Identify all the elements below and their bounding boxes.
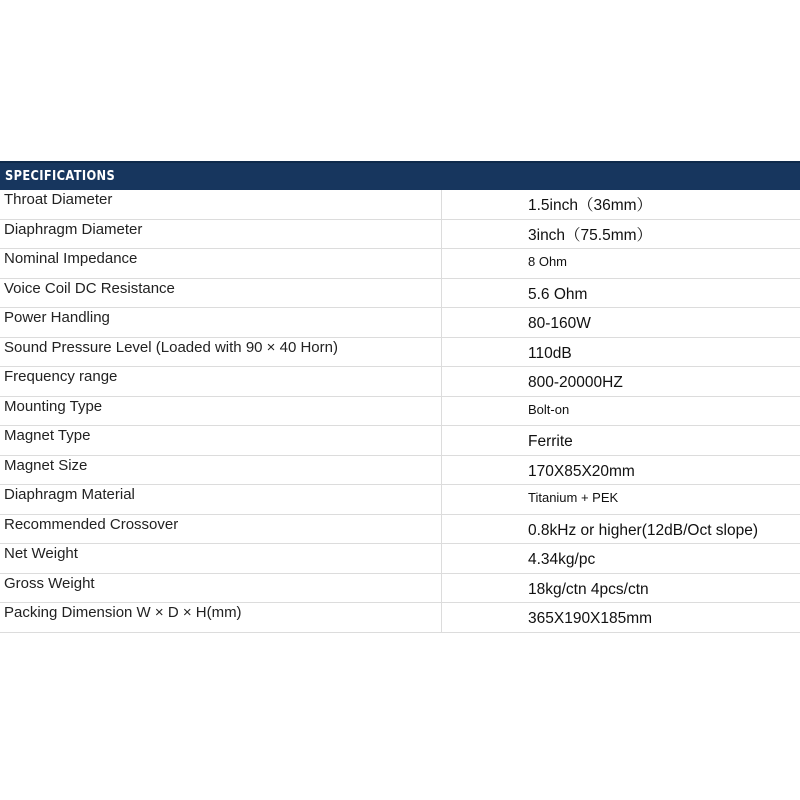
table-row-diaphragm-material	[0, 485, 800, 515]
spec-value: 80-160W	[528, 315, 591, 332]
spec-label: Diaphragm Material	[0, 485, 442, 514]
spec-label: Frequency range	[0, 367, 442, 396]
table-row-mounting-type	[0, 397, 800, 427]
table-row-packing-dimension	[0, 603, 800, 633]
spec-value: 170X85X20mm	[528, 462, 635, 480]
spec-value: 0.8kHz or higher(12dB/Oct slope)	[528, 521, 759, 539]
spec-value: 365X190X185mm	[528, 610, 653, 627]
spec-label: Magnet Type	[0, 426, 442, 455]
spec-value: 4.34kg/pc	[528, 551, 596, 568]
spec-label: Nominal Impedance	[0, 249, 442, 278]
spec-label: Sound Pressure Level (Loaded with 90 × 40 Horn)	[0, 338, 442, 367]
table-row-nominal-impedance	[0, 249, 800, 279]
spec-label: Mounting Type	[0, 397, 442, 426]
table-row-diaphragm-diameter	[0, 220, 800, 250]
spec-label: Diaphragm Diameter	[0, 220, 442, 249]
table-row-magnet-type	[0, 426, 800, 456]
spec-value: 1.5inch（36mm）	[528, 197, 653, 214]
table-row-gross-weight	[0, 574, 800, 604]
table-row-magnet-size	[0, 456, 800, 486]
spec-label: Recommended Crossover	[0, 515, 442, 544]
spec-value: 800-20000HZ	[528, 374, 623, 391]
table-row-net-weight	[0, 544, 800, 574]
table-header	[0, 161, 800, 190]
spec-value: Ferrite	[528, 433, 573, 450]
spec-label: Power Handling	[0, 308, 442, 337]
table-row-voice-coil-dc-resistance	[0, 279, 800, 309]
spec-value: 5.6 Ohm	[528, 285, 588, 303]
specifications-table	[0, 161, 800, 633]
table-row-throat-diameter	[0, 190, 800, 220]
table-row-recommended-crossover	[0, 515, 800, 545]
table-row-power-handling	[0, 308, 800, 338]
spec-label: Voice Coil DC Resistance	[0, 279, 442, 308]
spec-label: Throat Diameter	[0, 190, 442, 219]
table-row-frequency-range	[0, 367, 800, 397]
spec-value: Titanium + PEK	[528, 490, 619, 505]
spec-value: 8 Ohm	[528, 254, 568, 269]
table-title: SPECIFICATIONS	[5, 169, 116, 184]
spec-label: Packing Dimension W × D × H(mm)	[0, 603, 442, 632]
spec-label: Net Weight	[0, 544, 442, 573]
table-row-sound-pressure-level	[0, 338, 800, 368]
spec-label: Magnet Size	[0, 456, 442, 485]
spec-value: 3inch（75.5mm）	[528, 226, 653, 244]
spec-value: 18kg/ctn 4pcs/ctn	[528, 580, 649, 598]
spec-label: Gross Weight	[0, 574, 442, 603]
spec-value: 110dB	[528, 344, 572, 362]
spec-value: Bolt-on	[528, 401, 570, 417]
